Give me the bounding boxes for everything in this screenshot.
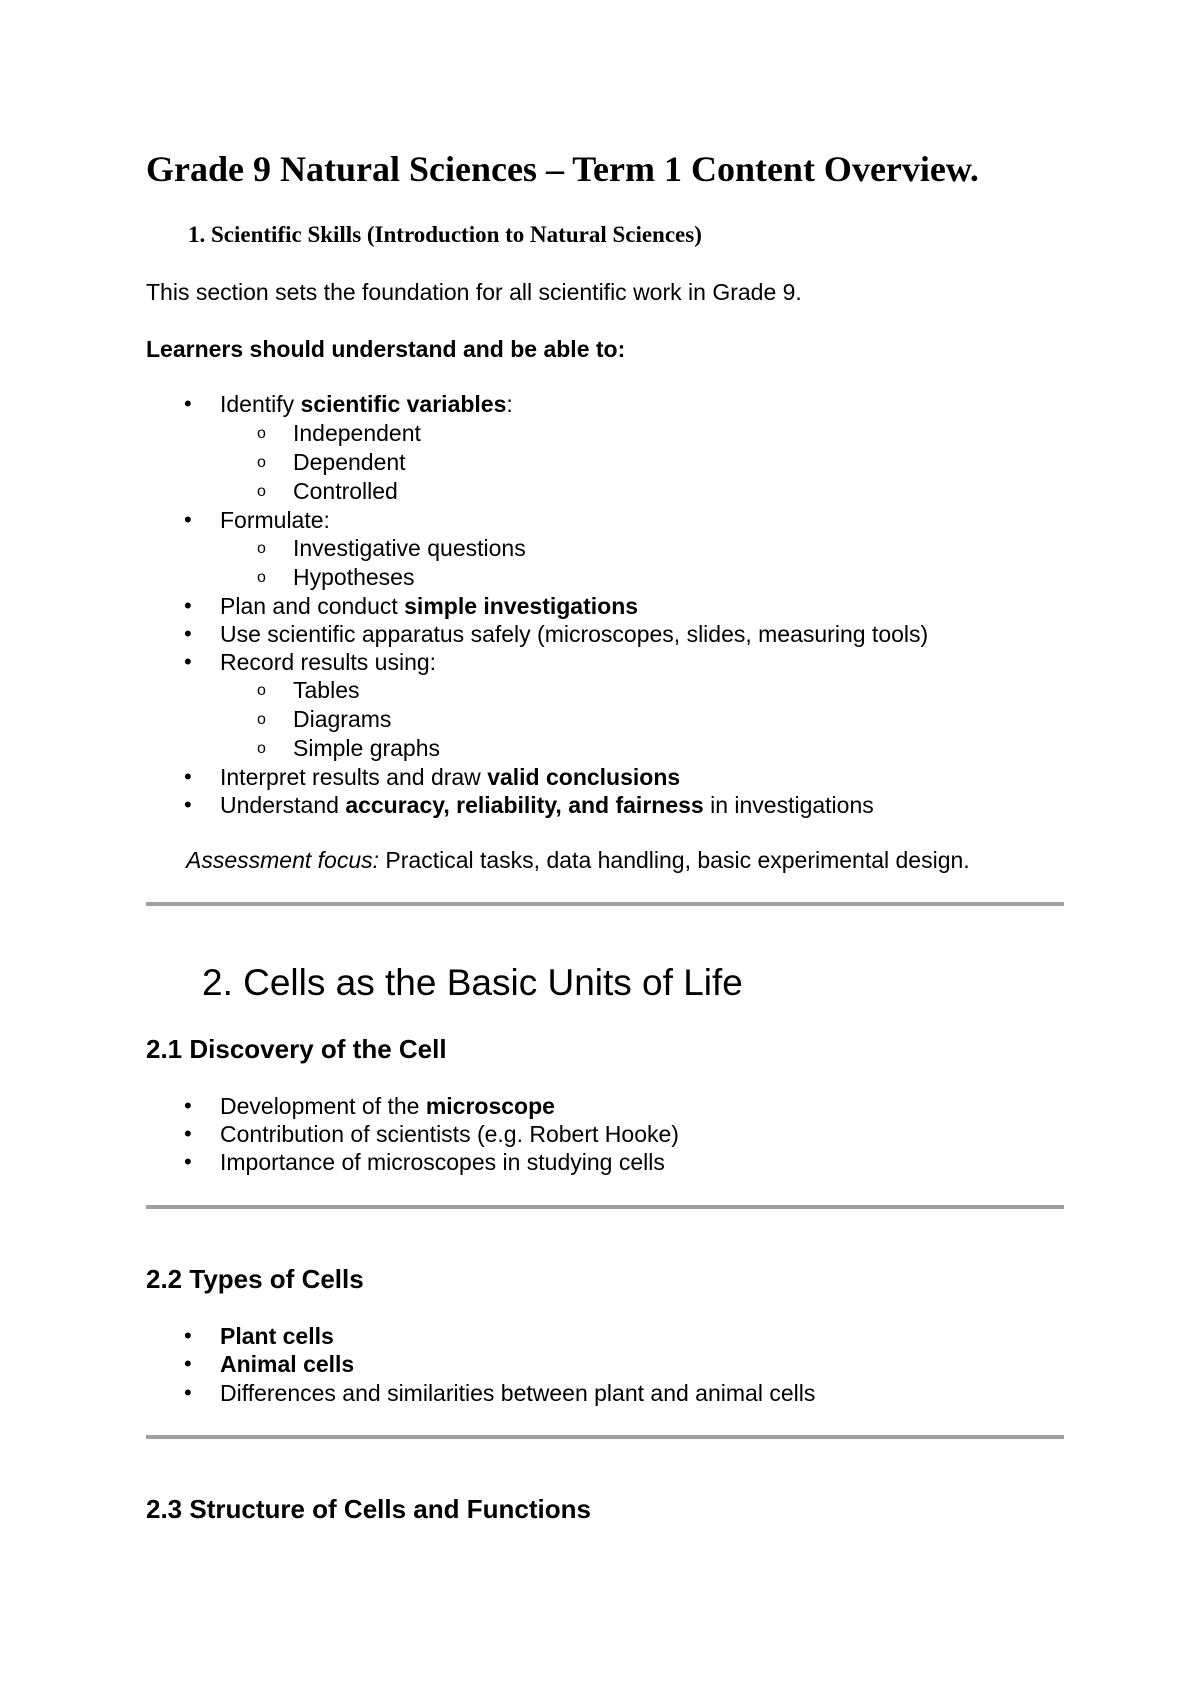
list-item: Animal cells bbox=[220, 1351, 355, 1377]
list-item-suffix: : bbox=[506, 391, 513, 417]
sub-bullet-marker: o bbox=[257, 711, 266, 728]
sub-bullet-marker: o bbox=[257, 425, 266, 442]
sub-list-item: Tables bbox=[293, 677, 360, 703]
list-item-text: Identify bbox=[220, 391, 301, 417]
sub-list-item: Simple graphs bbox=[293, 735, 441, 761]
assessment-focus-text: Practical tasks, data handling, basic experimental design. bbox=[379, 847, 970, 873]
sub-bullet-marker: o bbox=[257, 740, 266, 757]
list-item: Use scientific apparatus safely (microscopes, slides, measuring tools) bbox=[220, 621, 929, 647]
list-item bbox=[220, 763, 680, 791]
list-item-text: Understand bbox=[220, 792, 346, 818]
list-item: Differences and similarities between plant and animal cells bbox=[220, 1380, 816, 1406]
sub-bullet-marker: o bbox=[257, 682, 266, 699]
list-item-text: Interpret results and draw bbox=[220, 764, 488, 790]
bullet-marker: • bbox=[184, 1351, 192, 1376]
sub-bullet-marker: o bbox=[257, 454, 266, 471]
list-item-emphasis: scientific variables bbox=[300, 391, 507, 417]
sub-list-item: Controlled bbox=[293, 478, 398, 504]
sub-list-item: Dependent bbox=[293, 449, 406, 475]
bullet-marker: • bbox=[184, 649, 192, 674]
list-item-text: Development of the bbox=[220, 1093, 426, 1119]
assessment-focus bbox=[186, 846, 970, 874]
bullet-marker: • bbox=[184, 621, 192, 646]
sub-bullet-marker: o bbox=[257, 483, 266, 500]
document-title: Grade 9 Natural Sciences – Term 1 Content Overview. bbox=[146, 149, 979, 189]
bullet-marker: • bbox=[184, 507, 192, 532]
list-item: Importance of microscopes in studying cells bbox=[220, 1149, 665, 1175]
list-item bbox=[220, 1092, 555, 1120]
list-item: Record results using: bbox=[220, 649, 437, 675]
list-item bbox=[220, 390, 513, 418]
horizontal-rule bbox=[146, 1205, 1064, 1209]
subsection-2-1-heading: 2.1 Discovery of the Cell bbox=[146, 1034, 447, 1064]
sub-list-item: Independent bbox=[293, 420, 421, 446]
bullet-marker: • bbox=[184, 391, 192, 416]
list-item: Formulate: bbox=[220, 507, 330, 533]
list-item bbox=[220, 791, 874, 819]
list-item: Contribution of scientists (e.g. Robert Hooke) bbox=[220, 1121, 679, 1147]
horizontal-rule bbox=[146, 1435, 1064, 1439]
assessment-focus-label: Assessment focus: bbox=[186, 847, 380, 873]
sub-list-item: Investigative questions bbox=[293, 535, 526, 561]
list-item-emphasis: microscope bbox=[425, 1093, 555, 1119]
bullet-marker: • bbox=[184, 1121, 192, 1146]
bullet-marker: • bbox=[184, 1149, 192, 1174]
subsection-2-2-heading: 2.2 Types of Cells bbox=[146, 1264, 364, 1294]
list-item-emphasis: simple investigations bbox=[404, 593, 639, 619]
bullet-marker: • bbox=[184, 792, 192, 817]
list-item: Plant cells bbox=[220, 1323, 334, 1349]
subsection-2-3-heading: 2.3 Structure of Cells and Functions bbox=[146, 1494, 591, 1524]
bullet-marker: • bbox=[184, 1323, 192, 1348]
list-item bbox=[220, 592, 638, 620]
list-item-text: Plan and conduct bbox=[220, 593, 405, 619]
section-1-intro: This section sets the foundation for all scientific work in Grade 9. bbox=[146, 279, 802, 305]
bullet-marker: • bbox=[184, 764, 192, 789]
sub-list-item: Hypotheses bbox=[293, 564, 415, 590]
bullet-marker: • bbox=[184, 593, 192, 618]
bullet-marker: • bbox=[184, 1380, 192, 1405]
list-item-suffix: in investigations bbox=[703, 792, 874, 818]
sub-bullet-marker: o bbox=[257, 540, 266, 557]
section-2-heading: 2. Cells as the Basic Units of Life bbox=[202, 962, 743, 1003]
horizontal-rule bbox=[146, 902, 1064, 906]
list-item-emphasis: accuracy, reliability, and fairness bbox=[345, 792, 704, 818]
section-1-lead: Learners should understand and be able to: bbox=[146, 336, 626, 362]
bullet-marker: • bbox=[184, 1093, 192, 1118]
list-item-emphasis: valid conclusions bbox=[487, 764, 681, 790]
sub-bullet-marker: o bbox=[257, 569, 266, 586]
sub-list-item: Diagrams bbox=[293, 706, 392, 732]
section-1-heading: 1. Scientific Skills (Introduction to Natural Sciences) bbox=[188, 222, 702, 247]
